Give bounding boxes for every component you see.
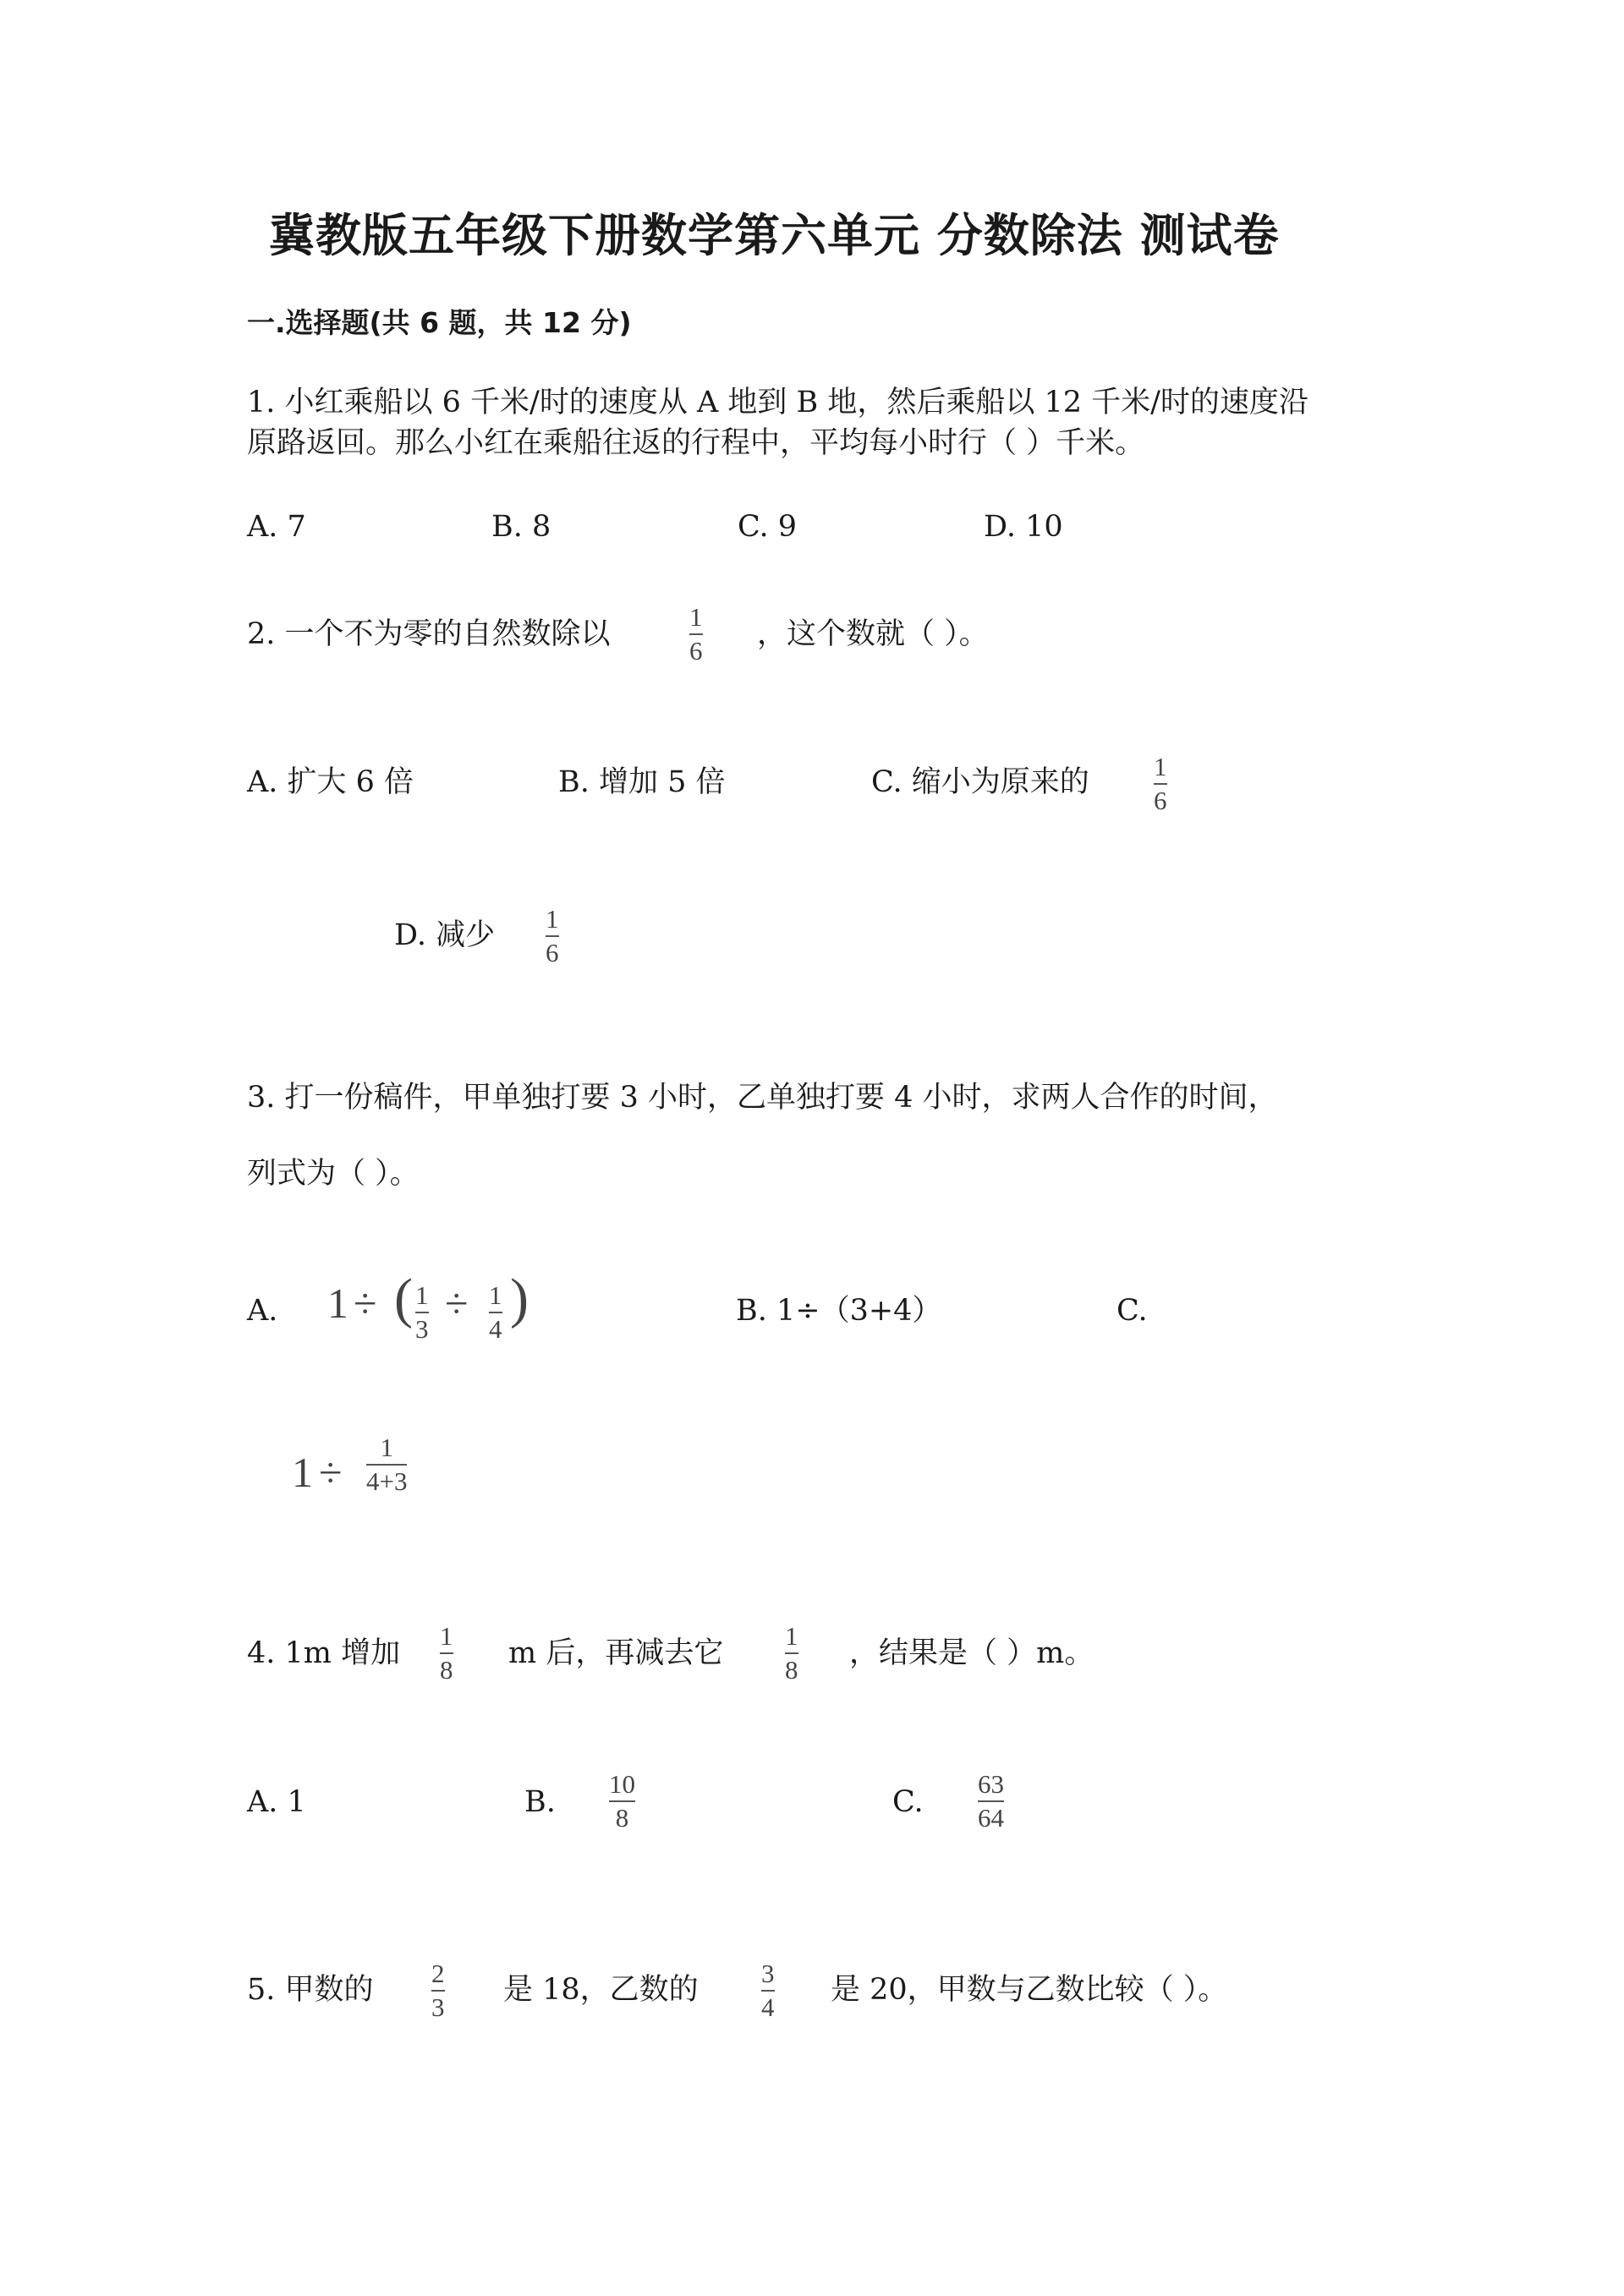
fraction-bar (785, 1652, 798, 1654)
fraction-denominator: 3 (431, 1992, 445, 2022)
fraction-numerator: 1 (415, 1280, 429, 1310)
divide-sign: ÷ (354, 1280, 377, 1327)
right-paren: ) (510, 1268, 529, 1329)
q2-option-d-fraction (546, 905, 559, 967)
q1-option-b[interactable]: B. 8 (491, 510, 551, 544)
section-heading-multiple-choice: 一.选择题(共 6 题，共 12 分) (247, 306, 632, 339)
q5-fraction-1 (431, 1959, 445, 2022)
question-1-text-line1: 1. 小红乘船以 6 千米/时的速度从 A 地到 B 地，然后乘船以 12 千米/时的速度沿 (247, 386, 1309, 419)
question-5-text-part1: 5. 甲数的 (247, 1973, 374, 2007)
left-paren: ( (394, 1268, 413, 1329)
fraction-denominator: 3 (415, 1314, 429, 1344)
q3-option-a-fraction-1 (415, 1281, 429, 1344)
q2-fraction (689, 603, 703, 666)
fraction-denominator: 64 (978, 1803, 1004, 1833)
question-4-text-part2: m 后，再减去它 (508, 1636, 724, 1670)
fraction-denominator: 8 (440, 1655, 453, 1685)
divide-sign: ÷ (319, 1449, 343, 1496)
q2-option-c-fraction (1154, 753, 1167, 815)
fraction-bar (366, 1464, 407, 1466)
fraction-numerator: 1 (785, 1621, 798, 1651)
fraction-bar (489, 1312, 502, 1313)
fraction-denominator: 6 (546, 938, 559, 967)
fraction-denominator: 8 (615, 1803, 629, 1833)
q2-option-a[interactable]: A. 扩大 6 倍 (247, 765, 414, 799)
fraction-bar (978, 1800, 1004, 1802)
q3-option-b[interactable]: B. 1÷（3+4） (736, 1294, 942, 1328)
q2-option-d[interactable]: D. 减少 (394, 918, 496, 952)
fraction-numerator: 1 (1154, 752, 1167, 781)
q3-option-c-label[interactable]: C. (1116, 1294, 1148, 1328)
math-one: 1 (327, 1280, 348, 1327)
question-2-text-before: 2. 一个不为零的自然数除以 (247, 617, 611, 651)
q3-option-a-label[interactable]: A. (247, 1294, 278, 1328)
fraction-numerator: 1 (689, 602, 703, 632)
q1-option-a[interactable]: A. 7 (247, 510, 306, 544)
question-1-text-line2: 原路返回。那么小红在乘船往返的行程中，平均每小时行（ ）千米。 (247, 426, 1145, 460)
fraction-numerator: 10 (609, 1769, 635, 1799)
divide-sign: ÷ (445, 1280, 469, 1327)
page-title: 冀教版五年级下册数学第六单元 分数除法 测试卷 (269, 209, 1280, 262)
fraction-denominator: 8 (785, 1655, 798, 1685)
q4-option-c-fraction (978, 1770, 1004, 1833)
fraction-denominator: 6 (689, 636, 703, 666)
fraction-bar (609, 1800, 635, 1802)
question-4-text-part3: ，结果是（ ）m。 (849, 1636, 1095, 1670)
fraction-denominator: 4+3 (366, 1466, 408, 1496)
q5-fraction-2 (761, 1959, 775, 2022)
question-4-text-part1: 4. 1m 增加 (247, 1636, 401, 1670)
fraction-denominator: 6 (1154, 786, 1167, 815)
fraction-numerator: 1 (440, 1621, 453, 1651)
fraction-numerator: 63 (978, 1769, 1004, 1799)
fraction-denominator: 4 (489, 1314, 502, 1344)
q1-option-d[interactable]: D. 10 (984, 510, 1063, 544)
q1-option-c[interactable]: C. 9 (738, 510, 798, 544)
fraction-numerator: 1 (489, 1280, 502, 1310)
fraction-bar (1154, 783, 1167, 785)
question-3-text-line1: 3. 打一份稿件，甲单独打要 3 小时，乙单独打要 4 小时，求两人合作的时间， (247, 1081, 1278, 1115)
q4-fraction-2 (785, 1622, 798, 1685)
fraction-numerator: 1 (380, 1433, 393, 1462)
q4-fraction-1 (440, 1622, 453, 1685)
q3-option-c-fraction (366, 1433, 407, 1496)
fraction-bar (415, 1312, 429, 1313)
fraction-numerator: 3 (761, 1959, 775, 1988)
q4-option-b-label[interactable]: B. (524, 1785, 556, 1819)
question-5-text-part2: 是 18，乙数的 (503, 1973, 699, 2007)
fraction-bar (761, 1990, 775, 1992)
q4-option-a[interactable]: A. 1 (247, 1785, 306, 1819)
q3-option-a-fraction-2 (489, 1281, 502, 1344)
fraction-numerator: 2 (431, 1959, 445, 1988)
question-3-text-line2: 列式为（ ）。 (247, 1157, 420, 1191)
fraction-bar (431, 1990, 445, 1992)
q4-option-c-label[interactable]: C. (892, 1785, 924, 1819)
q2-option-b[interactable]: B. 增加 5 倍 (558, 765, 726, 799)
fraction-bar (440, 1652, 453, 1654)
question-2-text-after: ，这个数就（ ）。 (757, 617, 989, 651)
fraction-denominator: 4 (761, 1992, 775, 2022)
q2-option-c[interactable]: C. 缩小为原来的 (871, 765, 1089, 799)
fraction-bar (689, 633, 703, 635)
math-one: 1 (292, 1449, 313, 1496)
fraction-numerator: 1 (546, 904, 559, 934)
q3-option-a-expression (327, 1279, 348, 1328)
question-5-text-part3: 是 20，甲数与乙数比较（ ）。 (831, 1973, 1228, 2007)
q4-option-b-fraction (609, 1770, 635, 1833)
fraction-bar (546, 935, 559, 937)
